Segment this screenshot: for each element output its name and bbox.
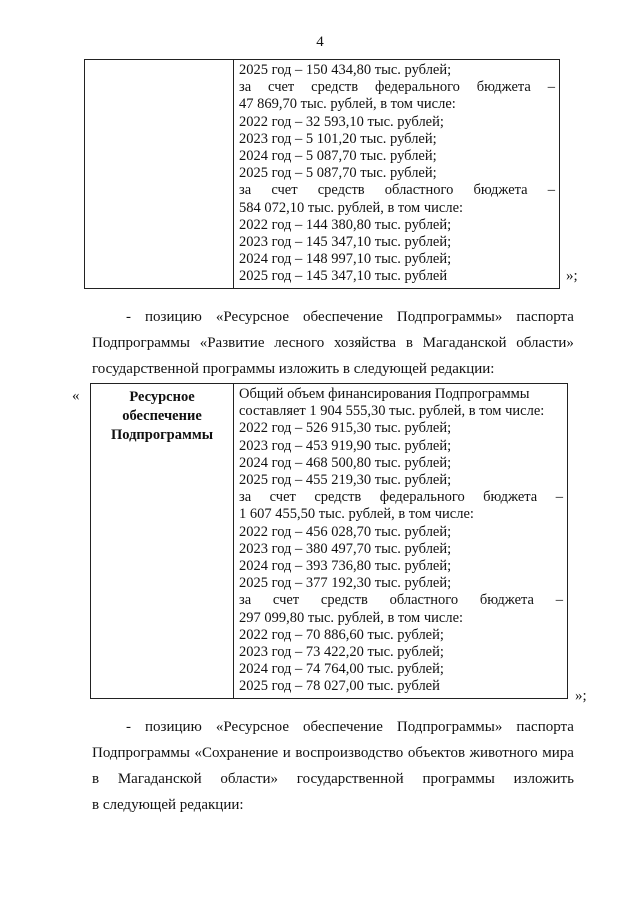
- word: изложить: [513, 771, 574, 787]
- table1-line: 2023 год – 5 101,20 тыс. рублей;: [239, 130, 437, 147]
- word: области»: [516, 335, 574, 351]
- word: и: [282, 745, 291, 761]
- word: за: [239, 592, 252, 609]
- table2-justified-line: [239, 592, 563, 609]
- word: средств: [314, 489, 362, 506]
- word: паспорта: [516, 719, 574, 735]
- table1-justified-line: [239, 182, 555, 199]
- table1-line: 2022 год – 32 593,10 тыс. рублей;: [239, 113, 444, 130]
- word: –: [547, 182, 555, 199]
- word: Подпрограммы: [92, 335, 190, 351]
- word: программы: [422, 771, 495, 787]
- word: за: [239, 79, 252, 96]
- table2-label-cell: Ресурсное обеспечение Подпрограммы: [91, 384, 234, 699]
- word: бюджета: [476, 79, 531, 96]
- word: счет: [272, 592, 300, 609]
- amendment-paragraph-2: [92, 714, 574, 818]
- table2-line: 2025 год – 377 192,30 тыс. рублей;: [239, 575, 452, 592]
- table2-line: 2025 год – 455 219,30 тыс. рублей;: [239, 472, 452, 489]
- table2-line: 2023 год – 380 497,70 тыс. рублей;: [239, 540, 452, 557]
- table2-line: 2023 год – 453 919,90 тыс. рублей;: [239, 437, 452, 454]
- table1-line: 47 869,70 тыс. рублей, в том числе:: [239, 96, 456, 113]
- amendment-paragraph-1: [92, 304, 574, 382]
- word: «Ресурсное: [215, 719, 289, 735]
- word: за: [239, 489, 252, 506]
- word: средств: [311, 79, 359, 96]
- word: государственной: [296, 771, 404, 787]
- word: Магаданской: [422, 335, 507, 351]
- word: -: [126, 719, 131, 735]
- word: обеспечение: [303, 719, 383, 735]
- table2-justified-line: [239, 489, 563, 506]
- table1-line: 2025 год – 145 347,10 тыс. рублей: [239, 268, 448, 285]
- word: в: [92, 771, 100, 787]
- word: бюджета: [483, 489, 538, 506]
- table2-content-cell: [234, 384, 568, 699]
- word: средств: [320, 592, 368, 609]
- word: счет: [268, 79, 295, 96]
- word: объектов: [407, 745, 466, 761]
- word: –: [555, 489, 563, 506]
- word: федерального: [379, 489, 465, 506]
- word: обеспечение: [303, 309, 383, 325]
- resource-table: [90, 383, 568, 699]
- word: области»: [220, 771, 279, 787]
- word: Магаданской: [117, 771, 202, 787]
- word: областного: [389, 592, 459, 609]
- word: «Развитие: [199, 335, 265, 351]
- paragraph2-line: [92, 766, 574, 792]
- paragraph2-line: [92, 714, 574, 740]
- table2-line: 2023 год – 73 422,20 тыс. рублей;: [239, 644, 444, 661]
- word: -: [126, 309, 131, 325]
- word: Подпрограммы»: [396, 719, 503, 735]
- paragraph2-line: в следующей редакции:: [92, 797, 244, 813]
- table2-line: 2022 год – 456 028,70 тыс. рублей;: [239, 523, 452, 540]
- word: Подпрограммы»: [396, 309, 503, 325]
- table2-line: 2022 год – 526 915,30 тыс. рублей;: [239, 420, 452, 437]
- paragraph1-line: [92, 330, 574, 356]
- table1-justified-line: [239, 79, 555, 96]
- resource-table-continued: [84, 59, 560, 289]
- paragraph1-line: [92, 304, 574, 330]
- word: счет: [269, 489, 296, 506]
- word: позицию: [145, 309, 202, 325]
- table1-content-cell: [234, 60, 560, 289]
- word: лесного: [274, 335, 325, 351]
- table1-line: 2025 год – 150 434,80 тыс. рублей;: [239, 62, 452, 78]
- word: –: [555, 592, 563, 609]
- word: мира: [542, 745, 574, 761]
- word: паспорта: [516, 309, 574, 325]
- table2-line: 297 099,80 тыс. рублей, в том числе:: [239, 609, 464, 626]
- word: хозяйства: [334, 335, 397, 351]
- table2-line: 2024 год – 393 736,80 тыс. рублей;: [239, 558, 452, 575]
- table2-line: составляет 1 904 555,30 тыс. рублей, в том числе:: [239, 403, 545, 420]
- word: федерального: [374, 79, 460, 96]
- table1-line: 2024 год – 148 997,10 тыс. рублей;: [239, 251, 452, 268]
- word: позицию: [145, 719, 202, 735]
- word: Подпрограммы: [92, 745, 190, 761]
- table2-open-quote: «: [72, 388, 80, 404]
- table1-line: 2024 год – 5 087,70 тыс. рублей;: [239, 148, 437, 165]
- paragraph2-line: [92, 740, 574, 766]
- word: животного: [469, 745, 538, 761]
- table1-line: 2025 год – 5 087,70 тыс. рублей;: [239, 165, 437, 182]
- table1-close-quote: »;: [566, 268, 578, 284]
- table2-line: 2022 год – 70 886,60 тыс. рублей;: [239, 626, 444, 643]
- word: средств: [317, 182, 365, 199]
- word: бюджета: [479, 592, 534, 609]
- table1-line: 2022 год – 144 380,80 тыс. рублей;: [239, 216, 452, 233]
- word: –: [547, 79, 555, 96]
- page-number: 4: [316, 34, 324, 50]
- word: «Сохранение: [194, 745, 279, 761]
- word: «Ресурсное: [215, 309, 289, 325]
- paragraph1-line: государственной программы изложить в следующей редакции:: [92, 361, 495, 377]
- word: областного: [384, 182, 454, 199]
- table2-line: 2024 год – 468 500,80 тыс. рублей;: [239, 454, 452, 471]
- table2-line: 2025 год – 78 027,00 тыс. рублей: [239, 678, 440, 695]
- table2-line: 1 607 455,50 тыс. рублей, в том числе:: [239, 506, 474, 523]
- table2-line: Общий объем финансирования Подпрограммы: [239, 386, 530, 402]
- word: за: [239, 182, 252, 199]
- word: счет: [271, 182, 298, 199]
- word: в: [405, 335, 413, 351]
- word: бюджета: [473, 182, 528, 199]
- table1-line: 584 072,10 тыс. рублей, в том числе:: [239, 199, 464, 216]
- table2-close-quote: »;: [575, 688, 587, 704]
- table1-line: 2023 год – 145 347,10 тыс. рублей;: [239, 234, 452, 251]
- word: воспроизводство: [295, 745, 404, 761]
- table1-label-cell: [85, 60, 234, 289]
- table2-line: 2024 год – 74 764,00 тыс. рублей;: [239, 661, 444, 678]
